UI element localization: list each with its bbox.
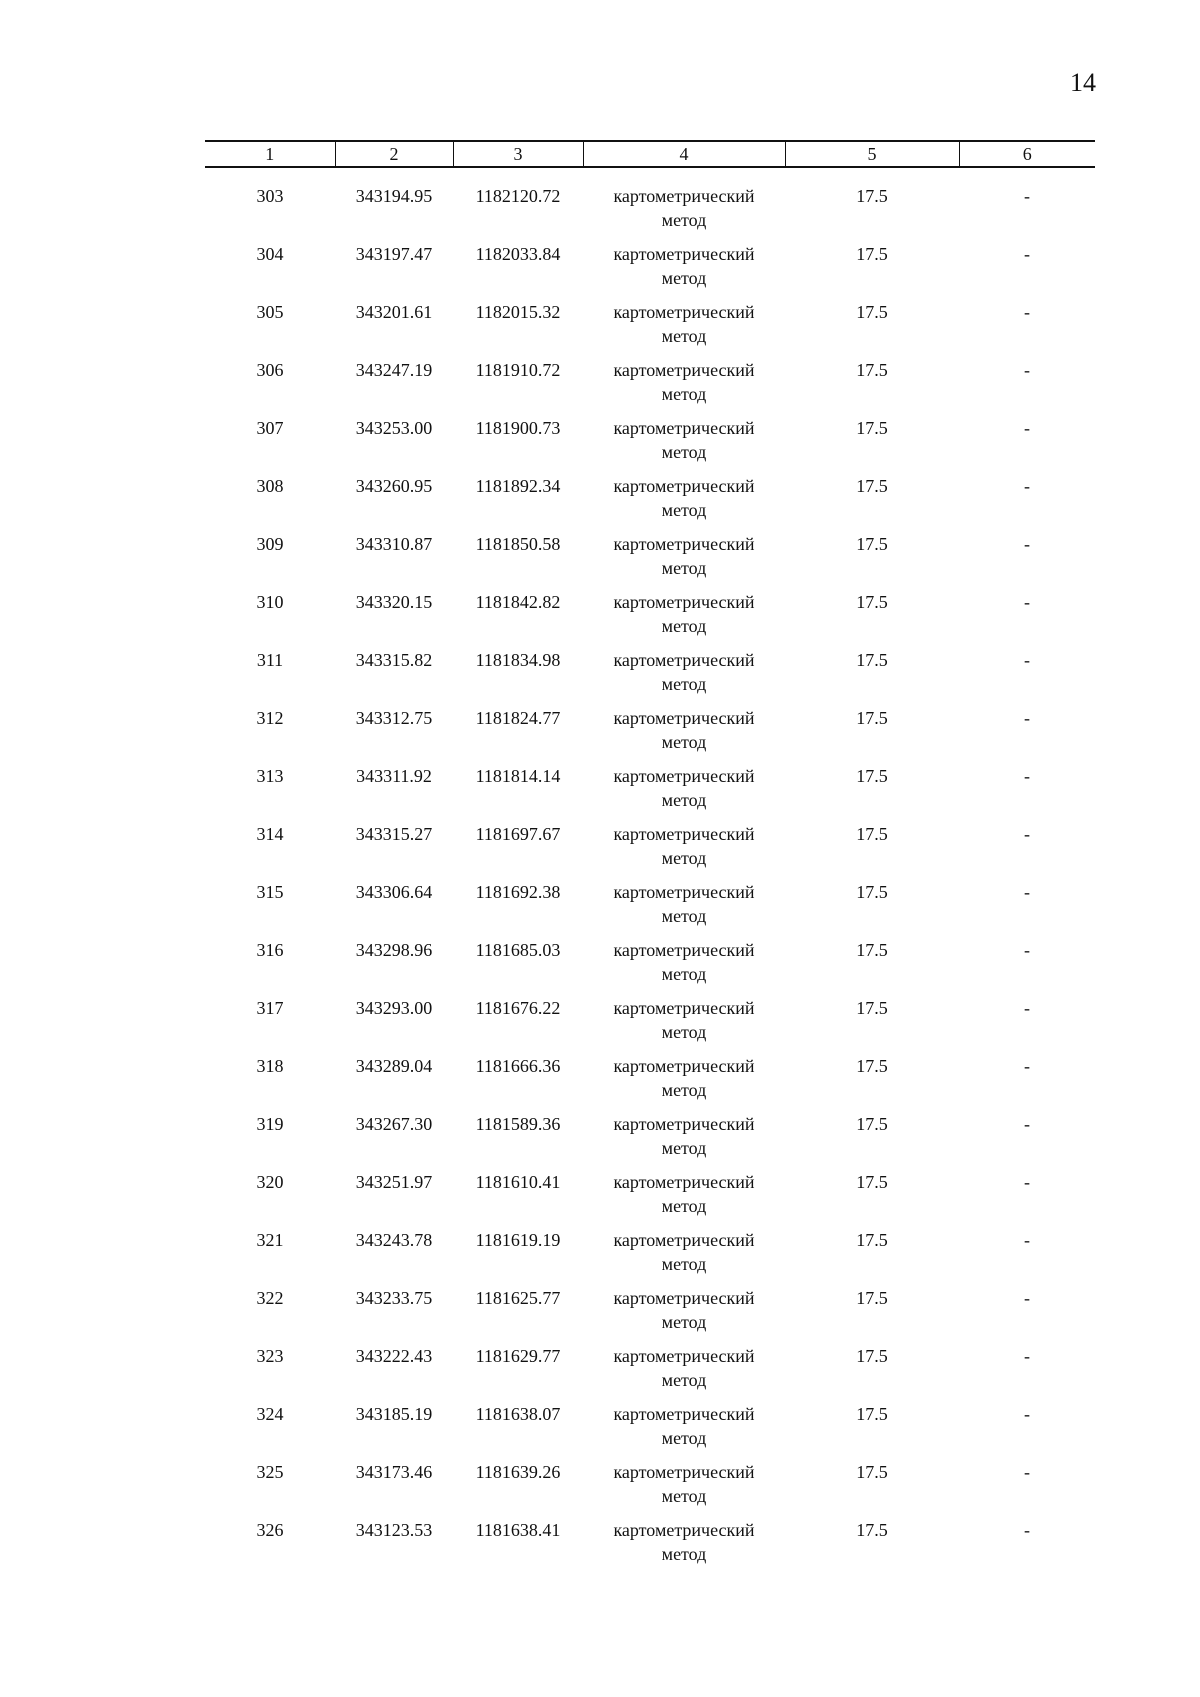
- method-line-2: метод: [661, 1370, 707, 1390]
- method-line-1: картометрический: [613, 244, 755, 264]
- y-coordinate-cell: 1181638.41: [475, 1520, 561, 1540]
- table-row: [205, 1054, 1095, 1112]
- method-cell: [583, 996, 785, 1054]
- table-row: [205, 242, 1095, 300]
- y-coordinate-cell: 1181676.22: [475, 998, 561, 1018]
- point-number-cell: 308: [256, 476, 284, 496]
- accuracy-cell: 17.5: [856, 244, 888, 264]
- method-line-2: метод: [661, 1486, 707, 1506]
- y-coordinate-cell: 1181892.34: [475, 476, 561, 496]
- method-cell: [583, 1228, 785, 1286]
- header-col-4: 4: [583, 141, 785, 167]
- note-cell: -: [1024, 418, 1030, 438]
- note-cell: -: [1024, 1462, 1030, 1482]
- note-cell: -: [1024, 1404, 1030, 1424]
- method-line-1: картометрический: [613, 1288, 755, 1308]
- y-coordinate-cell: 1181625.77: [475, 1288, 561, 1308]
- table-row: [205, 358, 1095, 416]
- point-number-cell: 323: [256, 1346, 284, 1366]
- method-cell: [583, 590, 785, 648]
- method-cell: [583, 1054, 785, 1112]
- method-line-1: картометрический: [613, 1172, 755, 1192]
- method-cell: [583, 880, 785, 938]
- y-coordinate-cell: 1181834.98: [475, 650, 561, 670]
- y-coordinate-cell: 1181666.36: [475, 1056, 561, 1076]
- accuracy-cell: 17.5: [856, 824, 888, 844]
- accuracy-cell: 17.5: [856, 476, 888, 496]
- accuracy-cell: 17.5: [856, 418, 888, 438]
- table-row: [205, 1170, 1095, 1228]
- note-cell: -: [1024, 244, 1030, 264]
- accuracy-cell: 17.5: [856, 998, 888, 1018]
- x-coordinate-cell: 343310.87: [355, 534, 433, 554]
- y-coordinate-cell: 1181850.58: [475, 534, 561, 554]
- point-number-cell: 317: [256, 998, 284, 1018]
- method-line-2: метод: [661, 674, 707, 694]
- note-cell: -: [1024, 1114, 1030, 1134]
- point-number-cell: 314: [256, 824, 284, 844]
- method-cell: [583, 648, 785, 706]
- method-line-1: картометрический: [613, 186, 755, 206]
- method-cell: [583, 1112, 785, 1170]
- header-col-1: 1: [205, 141, 335, 167]
- table-row: [205, 996, 1095, 1054]
- note-cell: -: [1024, 998, 1030, 1018]
- method-line-2: метод: [661, 1080, 707, 1100]
- point-number-cell: 322: [256, 1288, 284, 1308]
- point-number-cell: 306: [256, 360, 284, 380]
- y-coordinate-cell: 1181842.82: [475, 592, 561, 612]
- table-row: [205, 1518, 1095, 1576]
- method-cell: [583, 358, 785, 416]
- method-line-1: картометрический: [613, 882, 755, 902]
- header-col-6: 6: [959, 141, 1095, 167]
- accuracy-cell: 17.5: [856, 1230, 888, 1250]
- method-line-1: картометрический: [613, 1404, 755, 1424]
- method-cell: [583, 242, 785, 300]
- note-cell: -: [1024, 186, 1030, 206]
- x-coordinate-cell: 343298.96: [355, 940, 433, 960]
- accuracy-cell: 17.5: [856, 534, 888, 554]
- y-coordinate-cell: 1181619.19: [475, 1230, 561, 1250]
- note-cell: -: [1024, 1056, 1030, 1076]
- x-coordinate-cell: 343293.00: [355, 998, 433, 1018]
- accuracy-cell: 17.5: [856, 650, 888, 670]
- method-line-1: картометрический: [613, 1346, 755, 1366]
- method-line-2: метод: [661, 268, 707, 288]
- point-number-cell: 311: [256, 650, 284, 670]
- accuracy-cell: 17.5: [856, 940, 888, 960]
- x-coordinate-cell: 343194.95: [355, 186, 433, 206]
- x-coordinate-cell: 343253.00: [355, 418, 433, 438]
- y-coordinate-cell: 1182120.72: [475, 186, 561, 206]
- y-coordinate-cell: 1181685.03: [475, 940, 561, 960]
- accuracy-cell: 17.5: [856, 766, 888, 786]
- method-cell: [583, 938, 785, 996]
- point-number-cell: 310: [256, 592, 284, 612]
- method-cell: [583, 764, 785, 822]
- y-coordinate-cell: 1182015.32: [475, 302, 561, 322]
- y-coordinate-cell: 1182033.84: [475, 244, 561, 264]
- table-row: [205, 822, 1095, 880]
- method-line-2: метод: [661, 210, 707, 230]
- x-coordinate-cell: 343320.15: [355, 592, 433, 612]
- table-row: [205, 300, 1095, 358]
- x-coordinate-cell: 343247.19: [355, 360, 433, 380]
- method-line-2: метод: [661, 732, 707, 752]
- method-line-2: метод: [661, 906, 707, 926]
- x-coordinate-cell: 343201.61: [355, 302, 433, 322]
- point-number-cell: 307: [256, 418, 284, 438]
- note-cell: -: [1024, 476, 1030, 496]
- x-coordinate-cell: 343315.82: [355, 650, 433, 670]
- method-line-2: метод: [661, 442, 707, 462]
- x-coordinate-cell: 343185.19: [355, 1404, 433, 1424]
- x-coordinate-cell: 343233.75: [355, 1288, 433, 1308]
- method-line-1: картометрический: [613, 1056, 755, 1076]
- point-number-cell: 315: [256, 882, 284, 902]
- note-cell: -: [1024, 824, 1030, 844]
- method-line-1: картометрический: [613, 1114, 755, 1134]
- method-line-2: метод: [661, 964, 707, 984]
- x-coordinate-cell: 343197.47: [355, 244, 433, 264]
- method-line-1: картометрический: [613, 1462, 755, 1482]
- method-cell: [583, 1460, 785, 1518]
- method-line-1: картометрический: [613, 824, 755, 844]
- coordinates-table: [205, 140, 1095, 1576]
- method-line-1: картометрический: [613, 476, 755, 496]
- method-line-2: метод: [661, 500, 707, 520]
- y-coordinate-cell: 1181639.26: [475, 1462, 561, 1482]
- x-coordinate-cell: 343123.53: [355, 1520, 433, 1540]
- point-number-cell: 313: [256, 766, 284, 786]
- method-cell: [583, 532, 785, 590]
- method-cell: [583, 1286, 785, 1344]
- method-line-2: метод: [661, 848, 707, 868]
- point-number-cell: 305: [256, 302, 284, 322]
- note-cell: -: [1024, 708, 1030, 728]
- method-line-1: картометрический: [613, 1520, 755, 1540]
- note-cell: -: [1024, 1346, 1030, 1366]
- method-line-2: метод: [661, 384, 707, 404]
- x-coordinate-cell: 343222.43: [355, 1346, 433, 1366]
- note-cell: -: [1024, 360, 1030, 380]
- point-number-cell: 312: [256, 708, 284, 728]
- table-row: [205, 416, 1095, 474]
- method-cell: [583, 474, 785, 532]
- table-row: [205, 532, 1095, 590]
- method-cell: [583, 167, 785, 242]
- method-cell: [583, 300, 785, 358]
- accuracy-cell: 17.5: [856, 1056, 888, 1076]
- table-row: [205, 1460, 1095, 1518]
- accuracy-cell: 17.5: [856, 186, 888, 206]
- y-coordinate-cell: 1181824.77: [475, 708, 561, 728]
- y-coordinate-cell: 1181610.41: [475, 1172, 561, 1192]
- x-coordinate-cell: 343243.78: [355, 1230, 433, 1250]
- method-cell: [583, 1402, 785, 1460]
- table-body: [205, 167, 1095, 1576]
- point-number-cell: 319: [256, 1114, 284, 1134]
- method-cell: [583, 822, 785, 880]
- header-col-2: 2: [335, 141, 453, 167]
- table-row: [205, 1228, 1095, 1286]
- note-cell: -: [1024, 1172, 1030, 1192]
- method-line-2: метод: [661, 1312, 707, 1332]
- x-coordinate-cell: 343260.95: [355, 476, 433, 496]
- method-line-2: метод: [661, 616, 707, 636]
- method-cell: [583, 706, 785, 764]
- accuracy-cell: 17.5: [856, 360, 888, 380]
- method-cell: [583, 1170, 785, 1228]
- x-coordinate-cell: 343251.97: [355, 1172, 433, 1192]
- table-header: [205, 141, 1095, 167]
- accuracy-cell: 17.5: [856, 882, 888, 902]
- accuracy-cell: 17.5: [856, 1462, 888, 1482]
- x-coordinate-cell: 343173.46: [355, 1462, 433, 1482]
- table-row: [205, 880, 1095, 938]
- x-coordinate-cell: 343311.92: [356, 766, 432, 786]
- point-number-cell: 324: [256, 1404, 284, 1424]
- table-row: [205, 938, 1095, 996]
- note-cell: -: [1024, 1520, 1030, 1540]
- note-cell: -: [1024, 592, 1030, 612]
- x-coordinate-cell: 343312.75: [355, 708, 433, 728]
- point-number-cell: 316: [256, 940, 284, 960]
- table-row: [205, 706, 1095, 764]
- method-line-1: картометрический: [613, 998, 755, 1018]
- method-line-2: метод: [661, 1544, 707, 1564]
- table-row: [205, 764, 1095, 822]
- method-line-1: картометрический: [613, 1230, 755, 1250]
- note-cell: -: [1024, 882, 1030, 902]
- note-cell: -: [1024, 940, 1030, 960]
- header-col-3: 3: [453, 141, 583, 167]
- x-coordinate-cell: 343306.64: [355, 882, 433, 902]
- method-line-2: метод: [661, 326, 707, 346]
- point-number-cell: 325: [256, 1462, 284, 1482]
- accuracy-cell: 17.5: [856, 1172, 888, 1192]
- point-number-cell: 320: [256, 1172, 284, 1192]
- note-cell: -: [1024, 1230, 1030, 1250]
- note-cell: -: [1024, 534, 1030, 554]
- method-line-2: метод: [661, 1428, 707, 1448]
- table-row: [205, 648, 1095, 706]
- method-line-1: картометрический: [613, 302, 755, 322]
- note-cell: -: [1024, 766, 1030, 786]
- note-cell: -: [1024, 650, 1030, 670]
- header-row: [205, 141, 1095, 167]
- table-row: [205, 474, 1095, 532]
- y-coordinate-cell: 1181692.38: [475, 882, 561, 902]
- y-coordinate-cell: 1181629.77: [475, 1346, 561, 1366]
- table-row: [205, 1344, 1095, 1402]
- accuracy-cell: 17.5: [856, 1346, 888, 1366]
- method-line-2: метод: [661, 1022, 707, 1042]
- method-line-2: метод: [661, 1196, 707, 1216]
- method-cell: [583, 1344, 785, 1402]
- method-line-1: картометрический: [613, 592, 755, 612]
- method-line-1: картометрический: [613, 360, 755, 380]
- accuracy-cell: 17.5: [856, 1520, 888, 1540]
- point-number-cell: 321: [256, 1230, 284, 1250]
- table-row: [205, 1402, 1095, 1460]
- method-cell: [583, 416, 785, 474]
- method-line-2: метод: [661, 1254, 707, 1274]
- table-row: [205, 167, 1095, 242]
- table-row: [205, 1112, 1095, 1170]
- y-coordinate-cell: 1181910.72: [475, 360, 561, 380]
- accuracy-cell: 17.5: [856, 1404, 888, 1424]
- point-number-cell: 303: [256, 186, 284, 206]
- method-line-1: картометрический: [613, 766, 755, 786]
- page-number: 14: [1070, 68, 1096, 97]
- header-col-5: 5: [785, 141, 959, 167]
- accuracy-cell: 17.5: [856, 1114, 888, 1134]
- point-number-cell: 318: [256, 1056, 284, 1076]
- method-line-2: метод: [661, 790, 707, 810]
- table-row: [205, 1286, 1095, 1344]
- table-row: [205, 590, 1095, 648]
- point-number-cell: 304: [256, 244, 284, 264]
- accuracy-cell: 17.5: [856, 302, 888, 322]
- method-line-2: метод: [661, 1138, 707, 1158]
- method-cell: [583, 1518, 785, 1576]
- method-line-1: картометрический: [613, 534, 755, 554]
- accuracy-cell: 17.5: [856, 1288, 888, 1308]
- y-coordinate-cell: 1181697.67: [475, 824, 561, 844]
- method-line-1: картометрический: [613, 418, 755, 438]
- y-coordinate-cell: 1181638.07: [475, 1404, 561, 1424]
- note-cell: -: [1024, 302, 1030, 322]
- method-line-1: картометрический: [613, 708, 755, 728]
- accuracy-cell: 17.5: [856, 708, 888, 728]
- x-coordinate-cell: 343289.04: [355, 1056, 433, 1076]
- method-line-1: картометрический: [613, 940, 755, 960]
- method-line-1: картометрический: [613, 650, 755, 670]
- point-number-cell: 309: [256, 534, 284, 554]
- accuracy-cell: 17.5: [856, 592, 888, 612]
- x-coordinate-cell: 343267.30: [355, 1114, 433, 1134]
- method-line-2: метод: [661, 558, 707, 578]
- note-cell: -: [1024, 1288, 1030, 1308]
- y-coordinate-cell: 1181589.36: [475, 1114, 561, 1134]
- y-coordinate-cell: 1181814.14: [475, 766, 561, 786]
- point-number-cell: 326: [256, 1520, 284, 1540]
- y-coordinate-cell: 1181900.73: [475, 418, 561, 438]
- x-coordinate-cell: 343315.27: [355, 824, 433, 844]
